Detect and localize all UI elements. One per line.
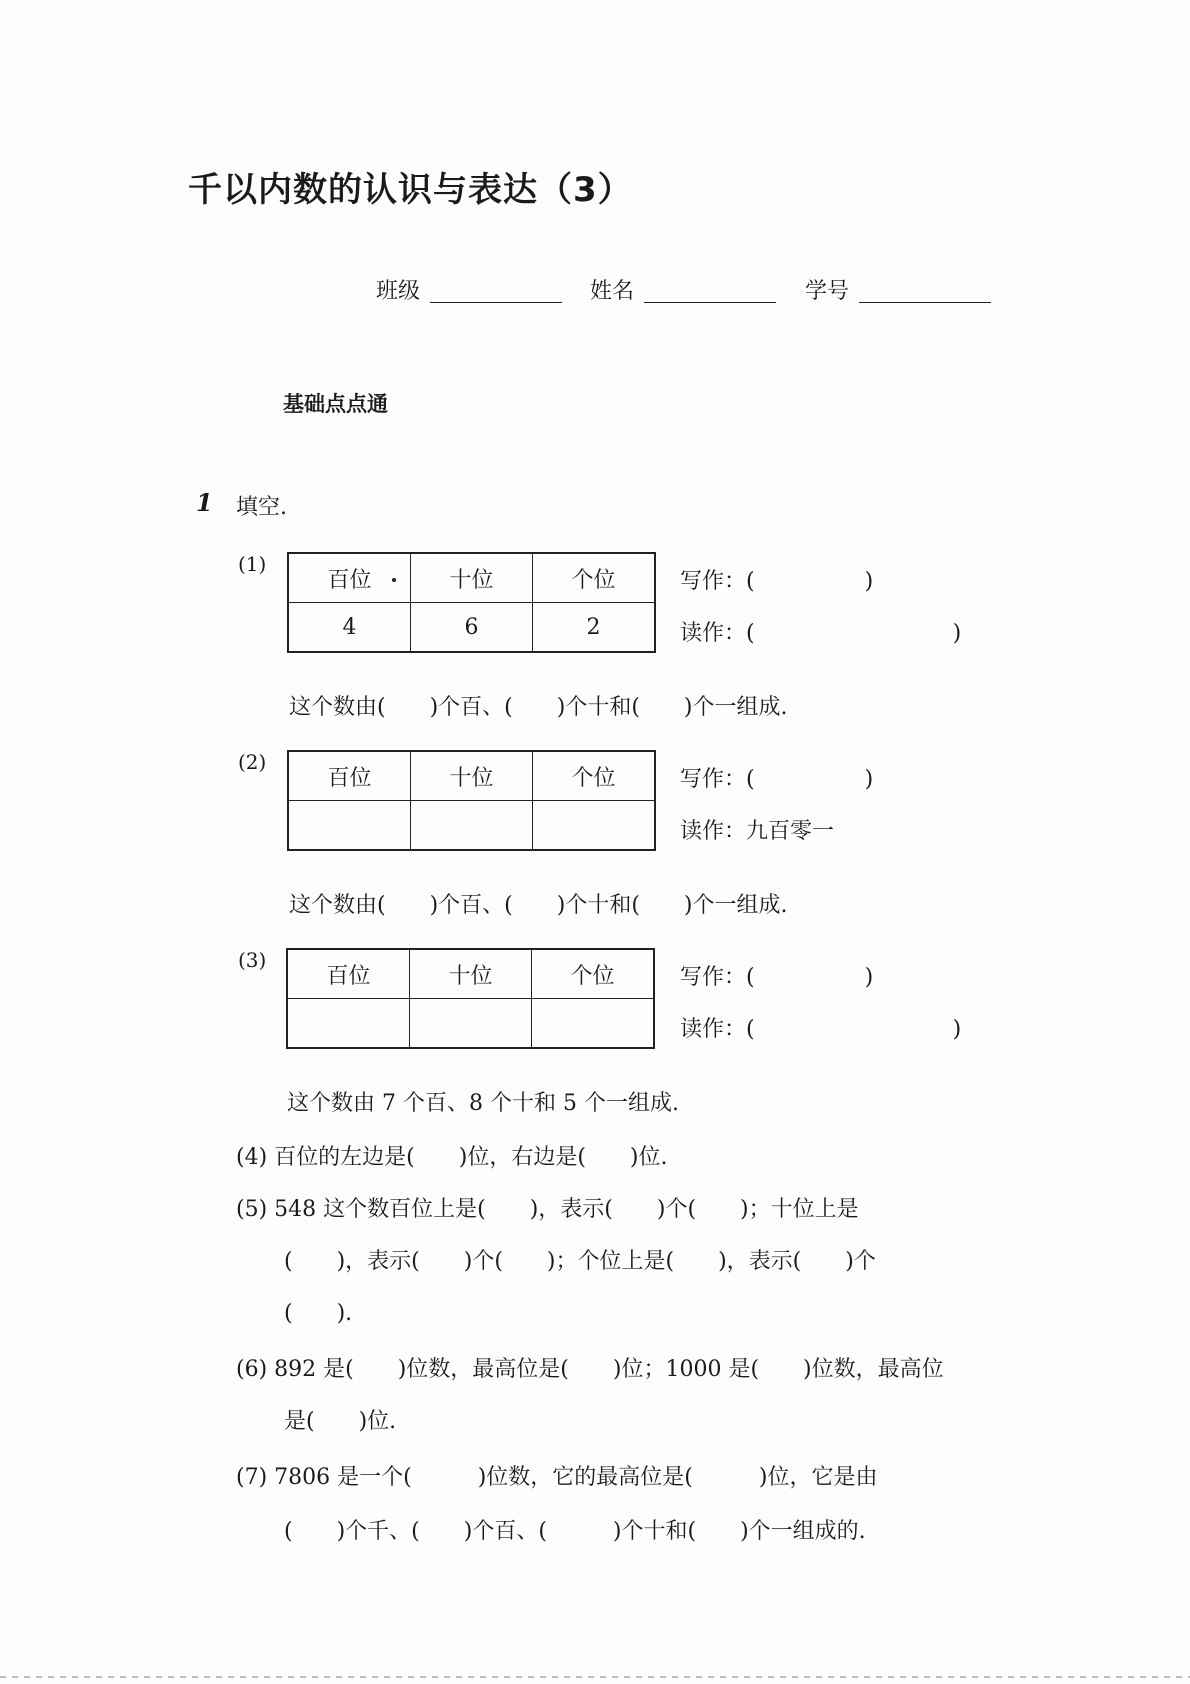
- value-hundreds[interactable]: [287, 999, 410, 1049]
- value-tens[interactable]: [411, 801, 533, 851]
- question-4[interactable]: (4) 百位的左边是( )位，右边是( )位.: [236, 1145, 668, 1170]
- read-as-line: 读作：九百零一: [680, 819, 835, 844]
- header-ones: 个位: [533, 751, 656, 801]
- value-tens: 6: [411, 603, 533, 653]
- sub-question-label: (3): [238, 948, 267, 972]
- question-number: 1: [196, 488, 213, 517]
- header-ones: 个位: [532, 949, 655, 999]
- section-heading: 基础点点通: [283, 392, 388, 416]
- header-tens: 十位: [411, 751, 533, 801]
- name-blank[interactable]: [644, 302, 776, 303]
- value-ones: 2: [533, 603, 656, 653]
- header-tens: 十位: [411, 553, 533, 603]
- question-5-line-2[interactable]: ( )，表示( )个( )；个位上是( )，表示( )个: [284, 1249, 876, 1274]
- class-blank[interactable]: [430, 302, 562, 303]
- write-as-line[interactable]: 写作：( ): [680, 767, 874, 792]
- composition-line[interactable]: 这个数由( )个百、( )个十和( )个一组成.: [289, 695, 788, 720]
- place-value-table-1: [287, 552, 656, 653]
- composition-line: 这个数由 7 个百、8 个十和 5 个一组成.: [287, 1091, 679, 1116]
- place-value-table-2: [287, 750, 656, 851]
- header-hundreds: 百位: [288, 751, 411, 801]
- class-label: 班级: [376, 279, 421, 304]
- name-label: 姓名: [590, 279, 635, 304]
- write-as-line[interactable]: 写作：( ): [680, 965, 874, 990]
- sub-question-label: (2): [238, 750, 267, 774]
- question-5-line-1[interactable]: (5) 548 这个数百位上是( )，表示( )个( )；十位上是: [236, 1197, 859, 1222]
- value-tens[interactable]: [410, 999, 532, 1049]
- question-7-line-1[interactable]: (7) 7806 是一个( )位数，它的最高位是( )位，它是由: [236, 1465, 878, 1490]
- write-as-line[interactable]: 写作：( ): [680, 569, 874, 594]
- place-value-table-3: [286, 948, 655, 1049]
- question-6-line-2[interactable]: 是( )位.: [284, 1409, 397, 1434]
- value-hundreds[interactable]: [288, 801, 411, 851]
- question-title: 填空.: [236, 495, 287, 520]
- value-hundreds: 4: [288, 603, 411, 653]
- sub-question-label: (1): [238, 552, 267, 576]
- header-ones: 个位: [533, 553, 656, 603]
- read-as-line[interactable]: 读作：( ): [680, 1017, 962, 1042]
- student-id-label: 学号: [805, 279, 850, 304]
- header-tens: 十位: [410, 949, 532, 999]
- question-6-line-1[interactable]: (6) 892 是( )位数，最高位是( )位；1000 是( )位数，最高位: [236, 1357, 944, 1382]
- dot-mark: [392, 578, 396, 582]
- value-ones[interactable]: [533, 801, 656, 851]
- student-id-blank[interactable]: [859, 302, 991, 303]
- value-ones[interactable]: [532, 999, 655, 1049]
- composition-line[interactable]: 这个数由( )个百、( )个十和( )个一组成.: [289, 893, 788, 918]
- page-bottom-edge: [0, 1676, 1190, 1678]
- read-as-line[interactable]: 读作：( ): [680, 621, 962, 646]
- header-hundreds: 百位: [287, 949, 410, 999]
- header-hundreds: 百位: [288, 553, 411, 603]
- question-7-line-2[interactable]: ( )个千、( )个百、( )个十和( )个一组成的.: [284, 1519, 866, 1544]
- page-title: 千以内数的认识与表达（3）: [188, 170, 633, 210]
- question-5-line-3[interactable]: ( ).: [284, 1301, 353, 1326]
